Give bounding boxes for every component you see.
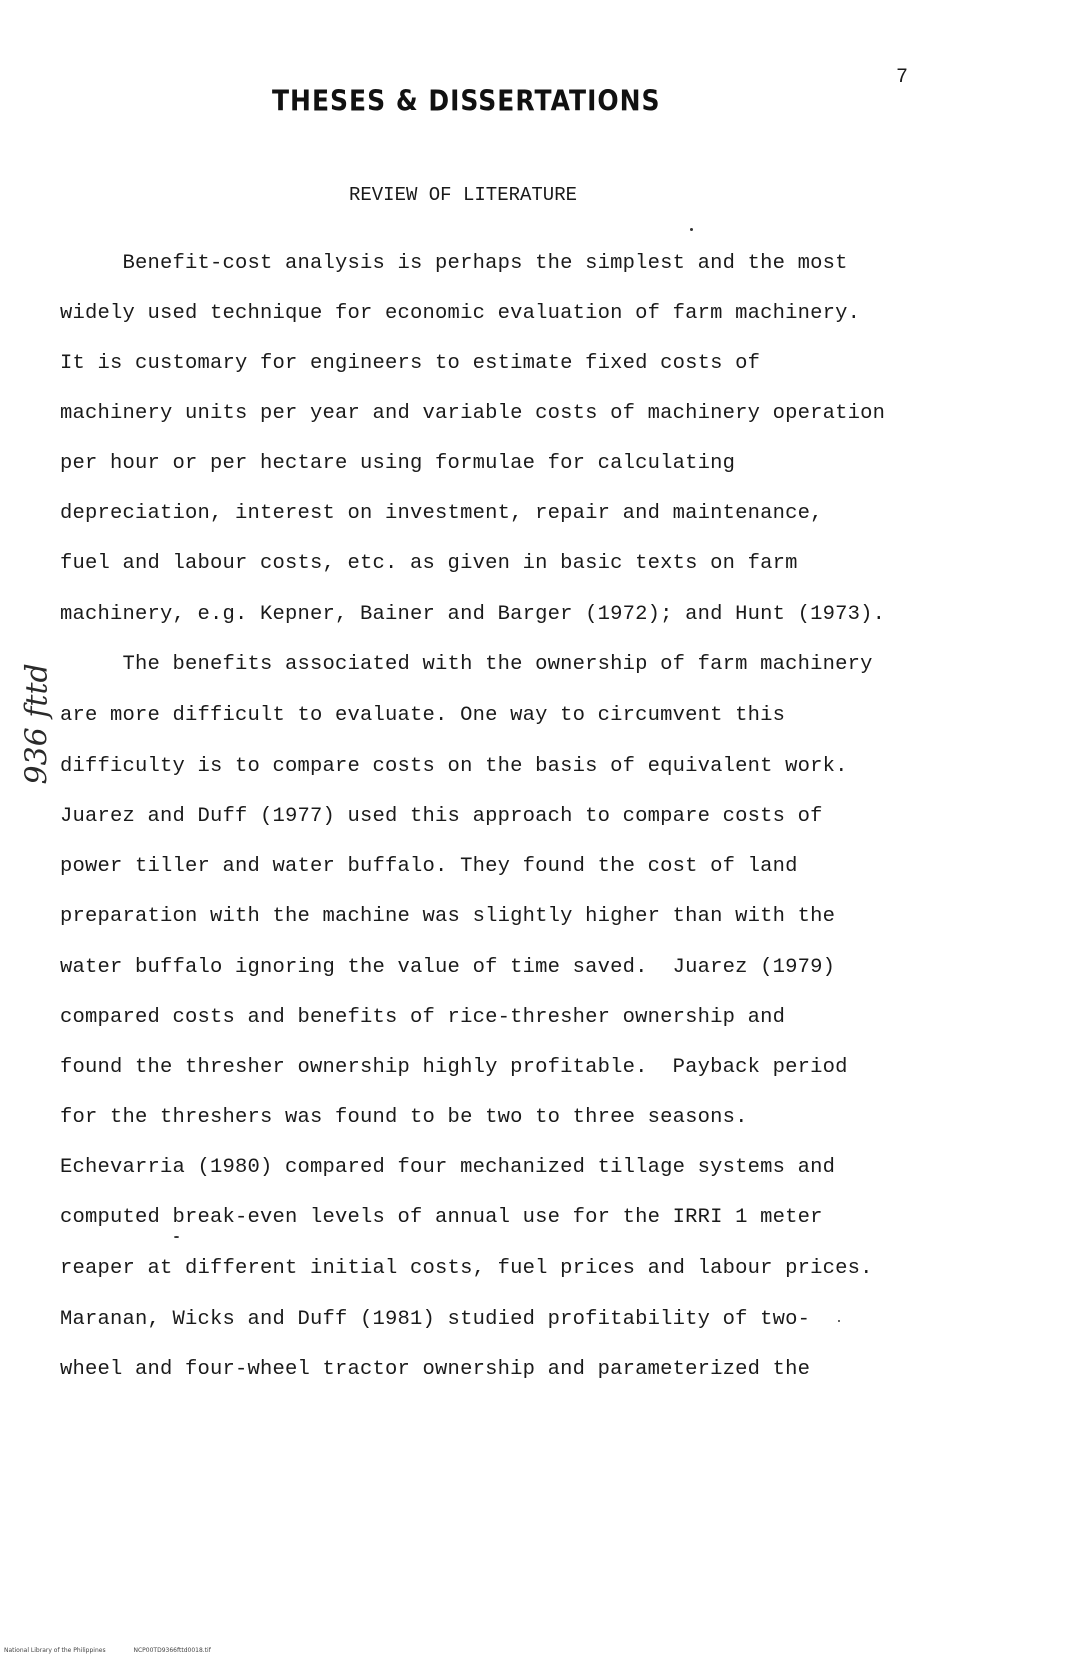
body-line: Echevarria (1980) compared four mechanized tillage systems and — [60, 1156, 836, 1179]
body-line: are more difficult to evaluate. One way to circumvent this — [60, 704, 786, 727]
body-line: wheel and four-wheel tractor ownership and parameterized the — [60, 1358, 811, 1381]
body-line: water buffalo ignoring the value of time saved. Juarez (1979) — [60, 956, 836, 979]
body-line: for the threshers was found to be two to three seasons. — [60, 1106, 748, 1129]
body-line: machinery, e.g. Kepner, Bainer and Barger (1972); and Hunt (1973). — [60, 603, 886, 626]
body-line: The benefits associated with the ownership of farm machinery — [60, 653, 873, 676]
body-line: depreciation, interest on investment, repair and maintenance, — [60, 502, 823, 525]
scan-speck — [690, 228, 693, 231]
page-number: 7 — [896, 66, 909, 89]
footer-file-id: NCP00TD9366fttd0018.tif — [133, 1647, 211, 1654]
body-line: widely used technique for economic evaluation of farm machinery. — [60, 302, 861, 325]
body-line: per hour or per hectare using formulae for calculating — [60, 452, 736, 475]
body-line: computed break-even levels of annual use for the IRRI 1 meter — [60, 1206, 823, 1229]
body-line: Juarez and Duff (1977) used this approach to compare costs of — [60, 805, 823, 828]
body-line: Maranan, Wicks and Duff (1981) studied profitability of two- — [60, 1308, 811, 1331]
body-line: Benefit-cost analysis is perhaps the simplest and the most — [60, 252, 848, 275]
body-line: machinery units per year and variable costs of machinery operation — [60, 402, 886, 425]
body-line: reaper at different initial costs, fuel prices and labour prices. — [60, 1257, 873, 1280]
body-line: compared costs and benefits of rice-thresher ownership and — [60, 1006, 786, 1029]
handwritten-call-number: 936 fttd — [19, 663, 55, 785]
section-title: REVIEW OF LITERATURE — [348, 184, 578, 206]
body-line: preparation with the machine was slightly higher than with the — [60, 905, 836, 928]
body-line: power tiller and water buffalo. They found the cost of land — [60, 855, 798, 878]
body-line: difficulty is to compare costs on the basis of equivalent work. — [60, 755, 848, 778]
theses-dissertations-stamp: THESES & DISSERTATIONS — [272, 84, 661, 118]
body-line: found the thresher ownership highly profitable. Payback period — [60, 1056, 848, 1079]
scan-speck — [174, 1236, 179, 1238]
scan-footer — [4, 1647, 237, 1654]
footer-library: National Library of the Philippines — [4, 1647, 106, 1654]
body-line: fuel and labour costs, etc. as given in basic texts on farm — [60, 552, 798, 575]
body-line: It is customary for engineers to estimate fixed costs of — [60, 352, 761, 375]
scan-speck — [838, 1320, 840, 1322]
